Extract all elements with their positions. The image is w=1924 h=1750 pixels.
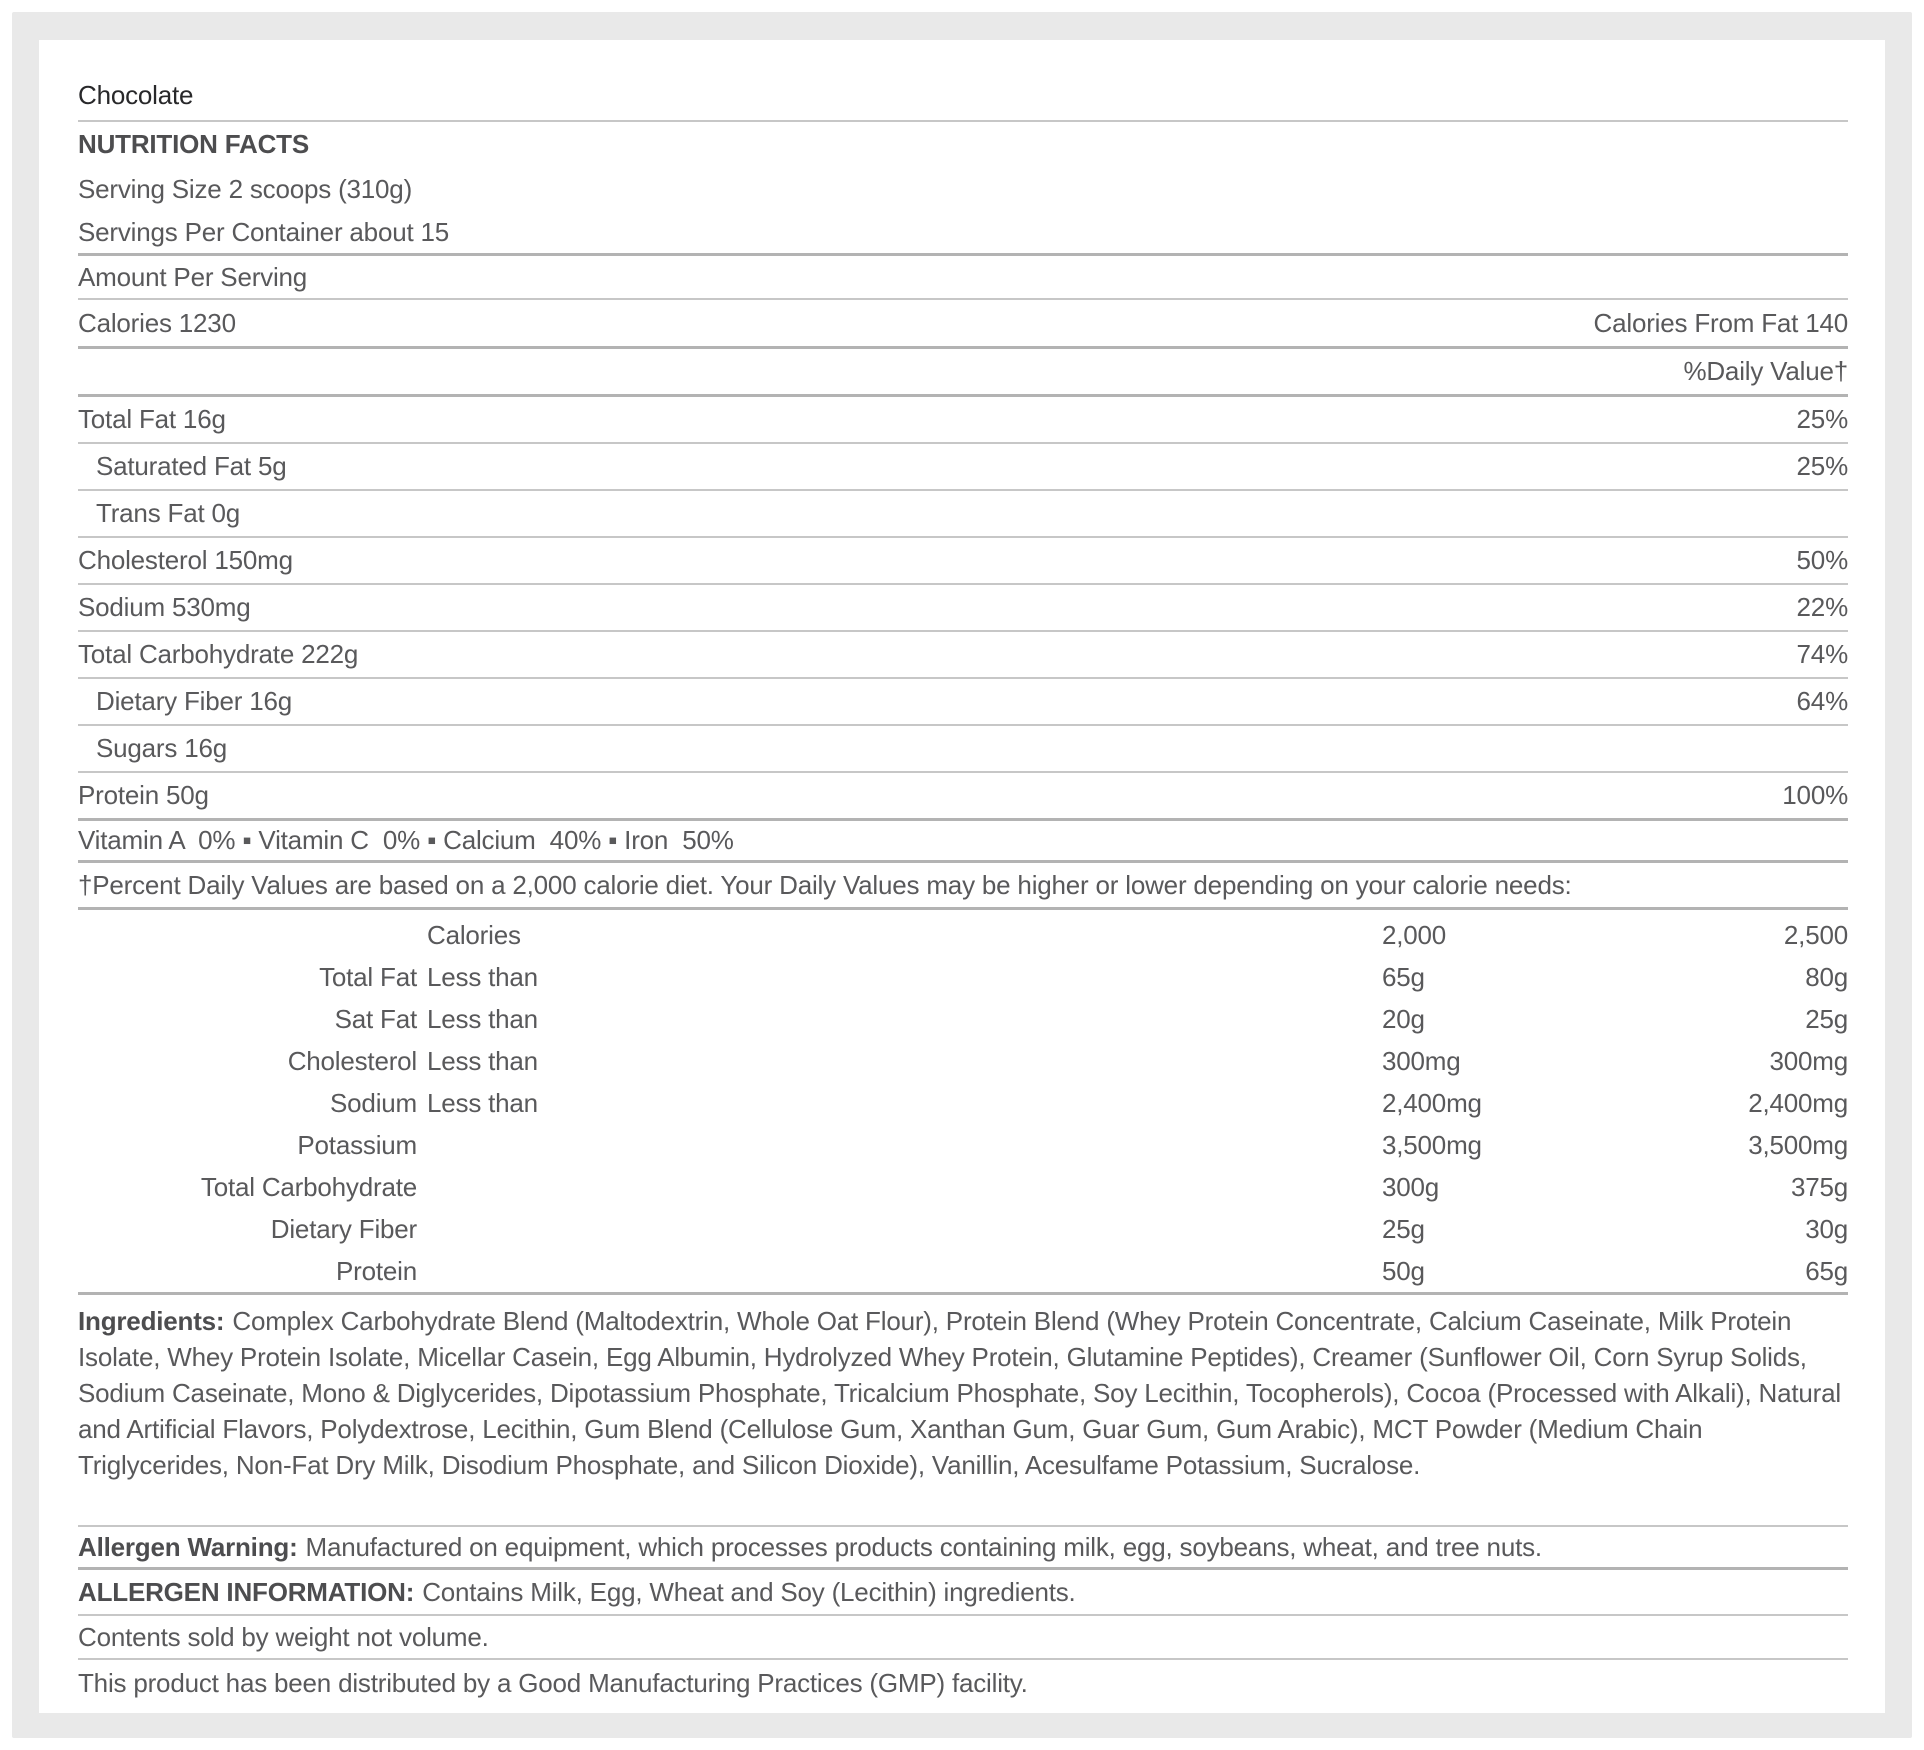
allergen-warning-label: Allergen Warning: [78,1531,298,1562]
ingredients-label: Ingredients: [78,1306,225,1336]
dv-ref-2500-value: 30g [1805,1213,1848,1244]
flavor-title-row [78,70,1848,122]
dv-ref-qualifier: Less than [427,1087,538,1118]
panel-title: NUTRITION FACTS [78,129,309,159]
dv-ref-nutrient: Total Carbohydrate [200,1171,417,1202]
ingredients-paragraph [78,1303,1848,1519]
servings-per-container-row [78,211,1848,256]
dv-ref-2500-value: 300mg [1769,1045,1848,1076]
dv-ref-2500-value: 375g [1790,1171,1848,1202]
dv-ref-qualifier: Less than [427,1003,538,1034]
dv-ref-nutrient: Sodium [330,1087,417,1118]
nutrient-row-sodium [78,585,1848,632]
nutrient-label: Total Fat 16g [78,404,226,434]
dv-ref-2500-value: 25g [1805,1003,1848,1034]
ingredients-text: Complex Carbohydrate Blend (Maltodextrin, Whole Oat Flour), Protein Blend (Whey Protein Concentrate, Calcium Caseinate, Milk Protein Isolate, Whey Protein Isolate, Micellar Casein, Egg Albumin, Hydrolyzed Whey Protein, Glutamine Peptides), Creamer (Sunflower Oil, Corn Syrup Solids, Sodium Caseinate, Mono & Diglycerides, Dipotassium Phosphate, Tricalcium Phosphate, Soy Lecithin, Tocopherols), Cocoa (Processed with Alkali), Natural and Artificial Flavors, Polydextrose, Lecithin, Gum Blend (Cellulose Gum, Xanthan Gum, Guar Gum, Gum Arabic), MCT Powder (Medium Chain Triglycerides, Non-Fat Dry Milk, Disodium Phosphate, and Silicon Dioxide), Vanillin, Acesulfame Potassium, Sucralose. [78,1306,1841,1480]
dv-ref-row-total-carbohydrate [78,1166,1848,1208]
allergen-information-text: Contains Milk, Egg, Wheat and Soy (Lecithin) ingredients. [422,1576,1076,1607]
dv-ref-2000-value: 300mg [1382,1045,1461,1076]
serving-size-row [78,167,1848,211]
nutrient-row-total-fat [78,397,1848,444]
dv-ref-qualifier: Calories [427,919,521,950]
daily-value-header-row [78,349,1848,397]
dv-ref-2000-value: 50g [1382,1255,1425,1286]
calories-from-fat-value: Calories From Fat 140 [1593,307,1848,338]
daily-value-header: %Daily Value† [1683,356,1848,386]
nutrient-label: Trans Fat 0g [96,498,241,528]
calories-row [78,300,1848,349]
nutrient-daily-value: 64% [1796,686,1848,716]
nutrient-row-cholesterol [78,538,1848,585]
nutrient-label: Sugars 16g [96,733,227,763]
nutrient-row-dietary-fiber [78,679,1848,726]
nutrient-daily-value: 100% [1782,780,1848,810]
dv-ref-nutrient: Dietary Fiber [270,1213,417,1244]
nutrient-daily-value: 25% [1796,451,1848,481]
dv-ref-row-dietary-fiber [78,1208,1848,1250]
allergen-warning-text: Manufactured on equipment, which processes products containing milk, egg, soybeans, wheat, and tree nuts. [305,1531,1542,1562]
dv-ref-2500-value: 80g [1805,961,1848,992]
dv-ref-2000-value: 300g [1382,1171,1440,1202]
nutrient-row-trans-fat [78,491,1848,538]
dv-ref-2500-value: 2,400mg [1748,1087,1848,1118]
dv-ref-nutrient: Potassium [297,1129,417,1160]
dv-ref-nutrient: Sat Fat [334,1003,417,1034]
nutrient-label: Total Carbohydrate 222g [78,639,359,669]
vitamins-line: Vitamin A 0% ▪ Vitamin C 0% ▪ Calcium 40% ▪ Iron 50% [78,825,734,855]
dv-ref-2000-value: 65g [1382,961,1425,992]
dv-ref-2500-value: 65g [1805,1255,1848,1286]
serving-size: Serving Size 2 scoops (310g) [78,173,413,204]
vitamins-row [78,821,1848,863]
nutrient-row-total-carbohydrate [78,632,1848,679]
panel-title-row [78,122,1848,167]
nutrient-daily-value: 25% [1796,404,1848,434]
dv-ref-nutrient: Total Fat [319,961,417,992]
dv-ref-2500-value: 3,500mg [1748,1129,1848,1160]
gmp-note-row [78,1660,1848,1706]
calories-value: Calories 1230 [78,307,236,338]
allergen-information-label: ALLERGEN INFORMATION: [78,1576,415,1607]
nutrient-row-saturated-fat [78,444,1848,491]
nutrient-label: Protein 50g [78,780,209,810]
nutrition-label-card [39,40,1885,1713]
dv-ref-row-calories [78,914,1848,956]
dv-ref-2000-value: 2,000 [1382,919,1447,950]
dv-ref-row-total-fat [78,956,1848,998]
dv-ref-row-sat-fat [78,998,1848,1040]
servings-per-container: Servings Per Container about 15 [78,216,450,247]
page-background [12,12,1912,1738]
amount-per-serving-label: Amount Per Serving [78,261,308,292]
flavor-title: Chocolate [78,79,194,110]
nutrient-row-protein [78,773,1848,821]
contents-note: Contents sold by weight not volume. [78,1621,489,1652]
daily-value-footnote-row [78,863,1848,910]
dv-ref-row-sodium [78,1082,1848,1124]
dv-ref-2000-value: 20g [1382,1003,1425,1034]
nutrient-daily-value: 22% [1796,592,1848,622]
dv-ref-nutrient: Cholesterol [287,1045,417,1076]
dv-reference-table [78,910,1848,1295]
nutrient-label: Dietary Fiber 16g [96,686,293,716]
daily-value-footnote: †Percent Daily Values are based on a 2,000 calorie diet. Your Daily Values may be higher or lower depending on your calorie needs: [78,869,1572,900]
dv-ref-2000-value: 25g [1382,1213,1425,1244]
nutrient-label: Sodium 530mg [78,592,251,622]
dv-ref-row-potassium [78,1124,1848,1166]
ingredients-section [78,1295,1848,1527]
dv-ref-row-cholesterol [78,1040,1848,1082]
dv-ref-qualifier: Less than [427,961,538,992]
nutrient-daily-value: 50% [1796,545,1848,575]
amount-per-serving-row [78,256,1848,300]
dv-ref-2500-value: 2,500 [1783,919,1848,950]
dv-ref-nutrient: Protein [336,1255,417,1286]
dv-ref-row-protein [78,1250,1848,1292]
nutrient-label: Cholesterol 150mg [78,545,293,575]
nutrient-daily-value: 74% [1796,639,1848,669]
contents-note-row [78,1616,1848,1660]
dv-ref-qualifier: Less than [427,1045,538,1076]
allergen-warning-row [78,1527,1848,1570]
nutrient-row-sugars [78,726,1848,773]
nutrient-label: Saturated Fat 5g [96,451,287,481]
dv-ref-2000-value: 3,500mg [1382,1129,1482,1160]
dv-ref-2000-value: 2,400mg [1382,1087,1482,1118]
allergen-information-row [78,1570,1848,1616]
gmp-note: This product has been distributed by a Good Manufacturing Practices (GMP) facility. [78,1667,1028,1698]
